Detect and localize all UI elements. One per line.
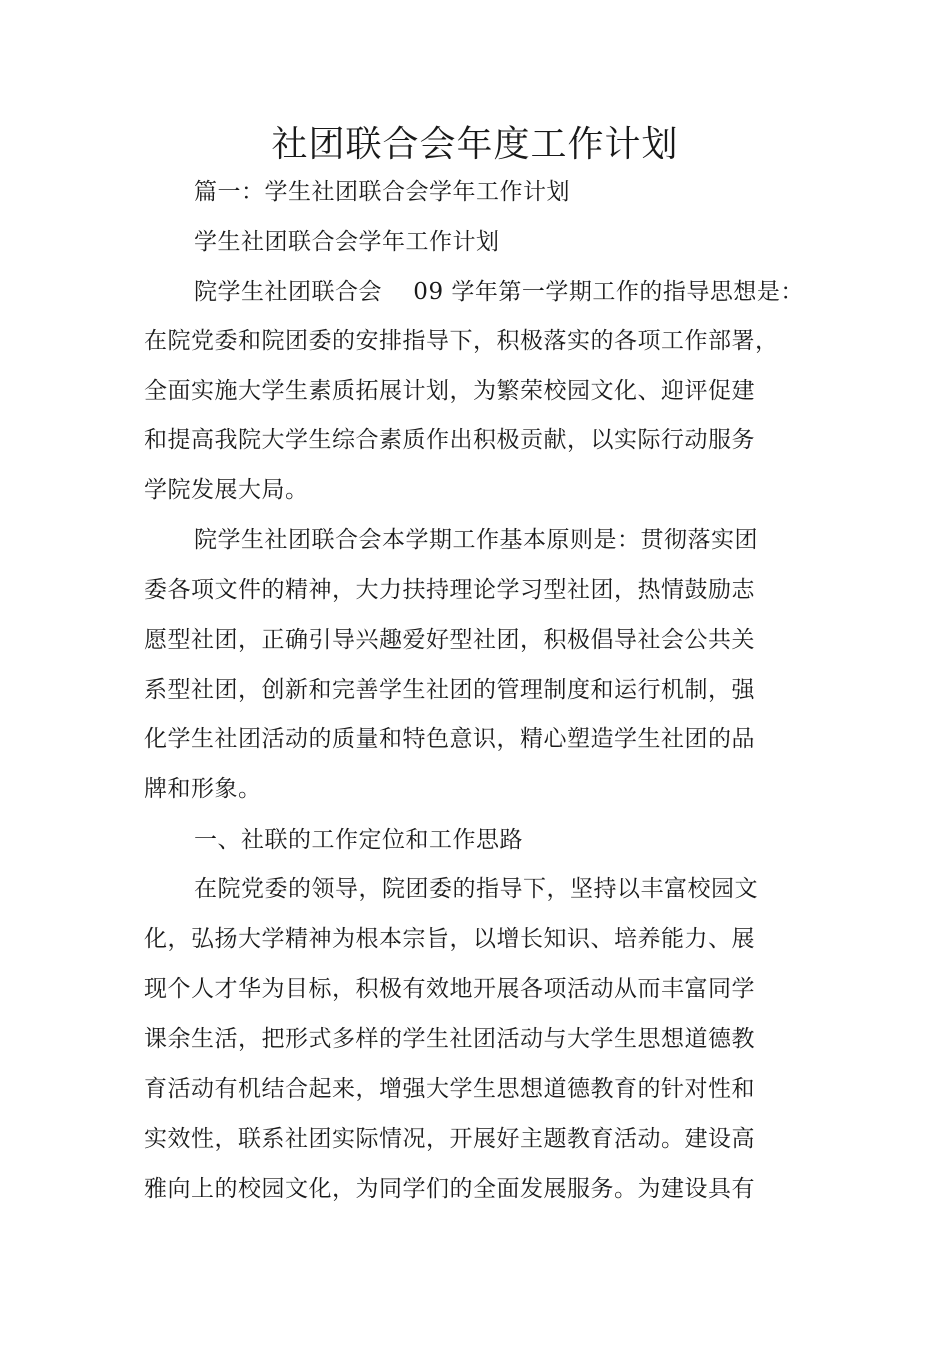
paragraph-line: 化学生社团活动的质量和特色意识，精心塑造学生社团的品: [144, 726, 755, 752]
paragraph-line: 育活动有机结合起来，增强大学生思想道德教育的针对性和: [144, 1076, 755, 1102]
paragraph-line: 雅向上的校园文化，为同学们的全面发展服务。为建设具有: [144, 1176, 755, 1202]
paragraph-line: 和提高我院大学生综合素质作出积极贡献，以实际行动服务: [144, 427, 755, 453]
paragraph-line: 课余生活，把形式多样的学生社团活动与大学生思想道德教: [144, 1026, 755, 1052]
section-heading: 一、社联的工作定位和工作思路: [194, 827, 523, 853]
paragraph-line: 牌和形象。: [144, 776, 262, 802]
paragraph-line: 实效性，联系社团实际情况，开展好主题教育活动。建设高: [144, 1126, 755, 1152]
paragraph-line: 愿型社团，正确引导兴趣爱好型社团，积极倡导社会公共关: [144, 627, 755, 653]
section-heading: 篇一：学生社团联合会学年工作计划: [194, 179, 570, 205]
paragraph-line: 现个人才华为目标，积极有效地开展各项活动从而丰富同学: [144, 976, 755, 1002]
paragraph-line: 系型社团，创新和完善学生社团的管理制度和运行机制，强: [144, 677, 755, 703]
paragraph-line: 院学生社团联合会 09 学年第一学期工作的指导思想是：: [194, 279, 804, 305]
paragraph-line: 院学生社团联合会本学期工作基本原则是：贯彻落实团: [194, 527, 758, 553]
paragraph-line: 委各项文件的精神，大力扶持理论学习型社团，热情鼓励志: [144, 577, 755, 603]
paragraph-line: 化，弘扬大学精神为根本宗旨，以增长知识、培养能力、展: [144, 926, 755, 952]
paragraph-line: 全面实施大学生素质拓展计划，为繁荣校园文化、迎评促建: [144, 378, 755, 404]
paragraph-line: 在院党委的领导，院团委的指导下，坚持以丰富校园文: [194, 876, 758, 902]
subsection-heading: 学生社团联合会学年工作计划: [194, 229, 500, 255]
paragraph-line: 在院党委和院团委的安排指导下，积极落实的各项工作部署，: [144, 328, 779, 354]
document-title: 社团联合会年度工作计划: [271, 124, 679, 165]
paragraph-line: 学院发展大局。: [144, 477, 309, 503]
